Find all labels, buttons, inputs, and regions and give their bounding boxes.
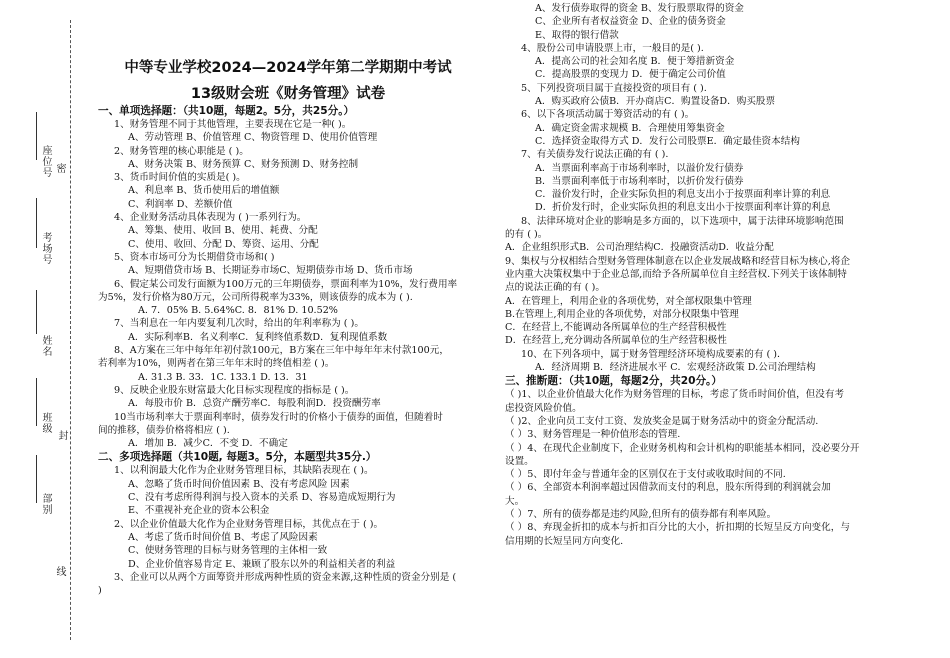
question-line: 10、在下列各项中，属于财务管理经济环境构成要素的有 ( )． (521, 348, 787, 360)
question-line: C、企业所有者权益资金 D、企业的债务资金 (535, 16, 726, 28)
class-blank (36, 378, 37, 426)
question-line: A、忽略了货币时间价值因素 B、没有考虑风险 因素 (128, 478, 350, 490)
question-line: 间的推移，债券价格将相应 ( ). (98, 424, 230, 436)
question-line: 业内重大决策权集中于企业总部,而给予各所属单位自主经营权.下列关于该体制特 (505, 268, 847, 280)
question-line: 4、股份公司申请股票上市，一般目的是( ). (521, 42, 704, 54)
question-line: A．购买政府公债B．开办商店C．购置设备D．购买股票 (535, 96, 776, 108)
question-line: ) (98, 585, 102, 597)
question-line: 6、以下各项活动属于筹资活动的有 ( )。 (521, 109, 695, 121)
question-line: C、没有考虑所得利润与投入资本的关系 D、容易造成短期行为 (128, 492, 396, 504)
question-line: （ ）8、弃现金折扣的成本与折扣百分比的大小，折扣期的长短呈反方向变化，与 (505, 522, 850, 534)
question-line: 1、以利润最大化作为企业财务管理目标，其缺陷表现在 ( )。 (114, 465, 374, 477)
dept-blank (36, 455, 37, 503)
question-line: A．企业组织形式B．公司治理结构C．投融资活动D．收益分配 (505, 242, 774, 254)
question-line: 点的说法正确的有 ( )。 (505, 282, 605, 294)
question-line: 9、集权与分权相结合型财务管理体制意在以企业发展战略和经营目标为核心,将企 (505, 255, 850, 267)
exam-title: 中等专业学校2024—2024学年第二学期期中考试 (124, 60, 452, 76)
question-line: B．当票面利率低于市场利率时，以折价发行债券 (535, 175, 744, 187)
question-line: （ ）5、即付年金与普通年金的区别仅在于支付或收取时间的不同. (505, 469, 786, 481)
right-question-list (505, 2, 925, 548)
exam-subtitle: 13级财会班《财务管理》试卷 (190, 86, 386, 102)
question-line: A．实际利率B．名义利率C．复利终值系数D．复利现值系数 (128, 331, 388, 343)
question-line: （ )1、以企业价值最大化作为财务管理的目标，考虑了货币时间价值，但没有考 (505, 389, 845, 401)
exam-no-label: 考场号 (40, 232, 51, 265)
question-line: C．在经营上,不能调动各所属单位的生产经营积极性 (505, 322, 727, 334)
question-line: C、使财务管理的目标与财务管理的主体相一致 (128, 545, 328, 557)
section-heading: 一、单项选择题：（共10题，每题2。5分，共25分。） (98, 105, 355, 117)
fold-line (70, 20, 71, 640)
question-line: A、短期借贷市场 B、长期证券市场C、短期债券市场 D、货币市场 (128, 265, 413, 277)
question-line: 5、资本市场可分为长期借贷市场和( ) (114, 251, 275, 263)
question-line: 的有 ( )。 (505, 229, 548, 241)
exam-no-blank (36, 198, 37, 248)
seat-blank (36, 112, 37, 160)
question-line: A．当票面利率高于市场利率时，以溢价发行债券 (535, 162, 744, 174)
section-heading: 三、推断题：（共10题，每题2分，共20分。） (505, 375, 722, 388)
question-line: （ ）7、所有的债券都是违约风险,但所有的债券都有利率风险。 (505, 508, 777, 520)
name-blank (36, 290, 37, 334)
question-line: 设置。 (505, 455, 534, 467)
question-line: 5、下列投资项目属于直接投资的项目有 ( ). (521, 82, 707, 94)
question-line: D、企业价值容易肯定 E、兼顾了股东以外的利益相关者的利益 (128, 558, 396, 570)
left-column (98, 0, 478, 597)
question-line: A、发行债券取得的资金 B、发行股票取得的资金 (535, 3, 744, 14)
question-line: C．选择资金取得方式 D．发行公司股票E．确定最佳资本结构 (535, 135, 800, 147)
question-line: D．在经营上,充分调动各所属单位的生产经营积极性 (505, 335, 727, 347)
question-line: A．确定资金需求规模 B．合理使用筹集资金 (535, 122, 725, 134)
question-line: B.在管理上,利用企业的各项优势，对部分权限集中管理 (505, 308, 739, 320)
question-line: A、利息率 B、货币使用后的增值额 (128, 185, 280, 197)
question-line: A．提高公司的社会知名度 B．便于筹措新资金 (535, 56, 735, 68)
question-line: A. 31.3 B. 33．1C. 133.1 D. 13．31 (138, 371, 308, 383)
seat-label: 座位号 (40, 145, 51, 178)
question-line: C、使用、收回、分配 D、筹资、运用、分配 (128, 238, 319, 250)
question-line: A．在管理上，利用企业的各项优势，对全部权限集中管理 (505, 295, 752, 307)
question-line: D．折价发行时，企业实际负担的利息支出小于按票面利率计算的利息 (535, 202, 831, 214)
question-line: A、考虑了货币时间价值 B、考虑了风险因素 (128, 531, 318, 543)
dept-label: 部别 (40, 493, 51, 515)
question-line: （ )2、企业向员工支付工资、发放奖金是属于财务活动中的资金分配活动. (505, 415, 819, 427)
question-line: 8、法律环境对企业的影响是多方面的，以下选项中，属于法律环境影响范围 (521, 215, 844, 227)
name-label: 姓名 (40, 335, 51, 357)
question-line: A、筹集、使用、收回 B、使用、耗费、分配 (128, 225, 318, 237)
question-line: C．提高股票的变现力 D．便于确定公司价值 (535, 69, 726, 81)
question-line: 虑投资风险价值。 (505, 402, 582, 414)
binding-margin (0, 0, 95, 658)
question-line: 2、财务管理的核心职能是 ( )。 (114, 145, 249, 157)
right-column (505, 2, 925, 548)
question-line: 3、货币时间价值的实质是( )。 (114, 172, 246, 184)
question-line: A．增加 B．减少C．不变 D．不确定 (128, 438, 288, 450)
question-line: （ ）3、财务管理是一种价值形态的管理. (505, 429, 681, 441)
question-line: （ ）4、在现代企业制度下，企业财务机构和会计机构的职能基本相同，没必要分开 (505, 442, 860, 454)
question-line: 信用期的长短呈同方向变化. (505, 535, 624, 547)
line-mark: 线 (54, 566, 65, 577)
class-label: 班级 (40, 412, 51, 434)
question-line: E、不重视补充企业的资本公积金 (128, 505, 270, 517)
section-heading: 二、多项选择题（共10题, 每题3。5分，本题型共35分.） (98, 451, 377, 464)
left-question-list (98, 104, 478, 597)
seal2-mark: 封 (56, 430, 67, 441)
question-line: A、劳动管理 B、价值管理 C、物资管理 D、使用价值管理 (128, 132, 378, 144)
question-line: 4、企业财务活动具体表现为 ( )一系列行为。 (114, 212, 307, 224)
question-line: 若利率为10%，则两者在第三年年末时的终值相差 ( )。 (98, 358, 335, 370)
question-line: 大。 (505, 495, 525, 507)
question-line: A．每股市价 B．总资产酬劳率C．每股利润D．投资酬劳率 (128, 398, 381, 410)
question-line: A、财务决策 B、财务预算 C、财务预测 D、财务控制 (128, 158, 359, 170)
question-line: 7、有关债券发行说法正确的有 ( ). (521, 149, 669, 161)
question-line: 6、假定某公司发行面额为100万元的三年期债券，票面利率为10%，发行费用率 (114, 278, 458, 290)
question-line: A. 7．05% B. 5.64%C. 8．81% D. 10.52% (138, 305, 338, 317)
question-line: （ ）6、全部资本利润率超过因借款而支付的利息，股东所得到的利润就会加 (505, 482, 831, 494)
question-line: A．经济周期 B．经济进展水平 C．宏观经济政策 D.公司治理结构 (535, 362, 816, 374)
question-line: 为5%，发行价格为80万元，公司所得税率为33%，则该债券的成本为 ( ). (98, 291, 413, 303)
question-line: 10当市场利率大于票面利率时，债券发行时的价格小于债券的面值，但随着时 (114, 411, 443, 423)
seal-mark: 密 (54, 163, 65, 174)
question-line: 7、当利息在一年内要复利几次时，给出的年利率称为 ( )。 (114, 318, 364, 330)
question-line: 1、财务管理不同于其他管理，主要表现在它是一种( )。 (114, 119, 352, 130)
question-line: 8、A方案在三年中每年年初付款100元，B方案在三年中每年年末付款100元， (114, 345, 449, 357)
question-line: C、利润率 D、差额价值 (128, 198, 233, 210)
question-line: 2、以企业价值最大化作为企业财务管理目标，其优点在于 ( )。 (114, 518, 384, 530)
question-line: 3、企业可以从两个方面筹资并形成两种性质的资金来源,这种性质的资金分别是 ( (114, 571, 457, 583)
question-line: E、取得的银行借款 (535, 29, 619, 41)
question-line: C．溢价发行时，企业实际负担的利息支出小于按票面利率计算的利息 (535, 189, 831, 201)
question-line: 9、反映企业股东财富最大化目标实现程度的指标是 ( )。 (114, 384, 355, 396)
